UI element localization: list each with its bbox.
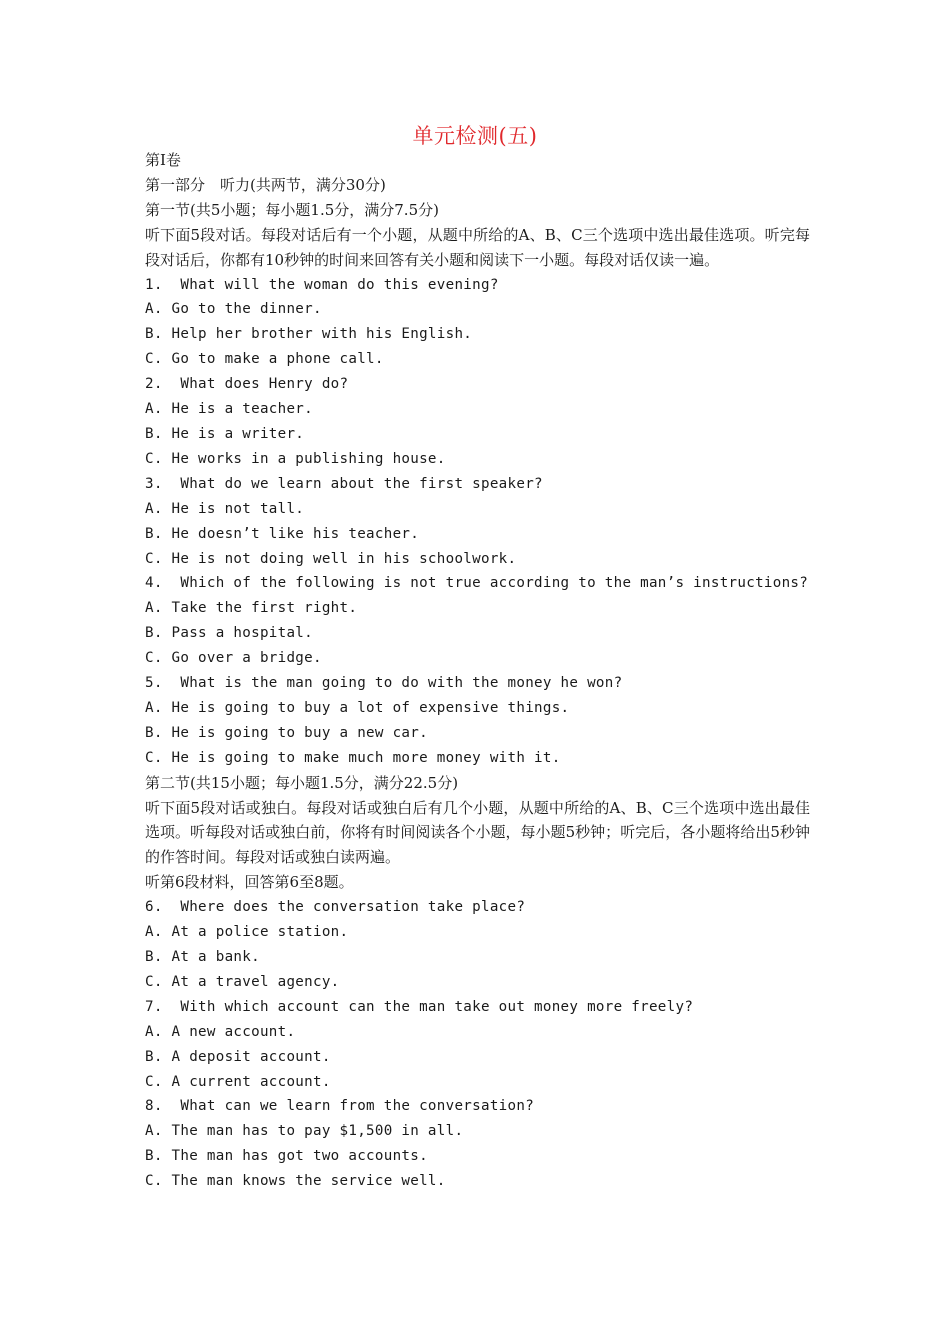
question-8: 8. What can we learn from the conversation? [145, 1098, 535, 1115]
question-4: 4. Which of the following is not true according to the man’s instructions? [145, 575, 809, 592]
section1-heading: 第一节(共5小题；每小题1.5分，满分7.5分) [145, 200, 439, 219]
section2-heading: 第二节(共15小题；每小题1.5分，满分22.5分) [145, 773, 459, 792]
q8-option-b: B. The man has got two accounts. [145, 1148, 428, 1165]
section2-instruction: 听下面5段对话或独白。每段对话或独白后有几个小题，从题中所给的A、B、C三个选项中选出最佳选项。听每段对话或独白前，你将有时间阅读各个小题，每小题5秒钟；听完后，各小题将给出5秒钟的作答时间。每段对话或独白读两遍。 [145, 798, 810, 867]
q1-option-a: A. Go to the dinner. [145, 301, 322, 318]
question-2: 2. What does Henry do? [145, 376, 349, 393]
q4-option-b: B. Pass a hospital. [145, 625, 313, 642]
material-6-label: 听第6段材料，回答第6至8题。 [145, 873, 354, 892]
section1-instruction: 听下面5段对话。每段对话后有一个小题，从题中所给的A、B、C三个选项中选出最佳选项。听完每段对话后，你都有10秒钟的时间来回答有关小题和阅读下一小题。每段对话仅读一遍。 [145, 225, 810, 269]
q2-option-b: B. He is a writer. [145, 425, 305, 442]
q5-option-a: A. He is going to buy a lot of expensive things. [145, 699, 570, 716]
page-title: 单元检测(五) [412, 124, 538, 148]
q7-option-a: A. A new account. [145, 1023, 296, 1040]
q2-option-c: C. He works in a publishing house. [145, 450, 446, 467]
question-7: 7. With which account can the man take out money more freely? [145, 998, 694, 1015]
q3-option-b: B. He doesn’t like his teacher. [145, 525, 420, 542]
q4-option-a: A. Take the first right. [145, 600, 358, 617]
volume-label: 第Ⅰ卷 [145, 151, 181, 169]
q8-option-a: A. The man has to pay $1,500 in all. [145, 1123, 464, 1140]
q8-option-c: C. The man knows the service well. [145, 1173, 446, 1190]
q6-option-a: A. At a police station. [145, 924, 349, 941]
section1-questions [145, 273, 810, 771]
document-body [145, 148, 810, 1194]
q5-option-c: C. He is going to make much more money with it. [145, 749, 561, 766]
question-6: 6. Where does the conversation take place? [145, 899, 526, 916]
part-heading: 第一部分 听力(共两节，满分30分) [145, 175, 386, 194]
question-5: 5. What is the man going to do with the money he won? [145, 675, 623, 692]
question-3: 3. What do we learn about the first speaker? [145, 475, 543, 492]
q1-option-b: B. Help her brother with his English. [145, 326, 473, 343]
q2-option-a: A. He is a teacher. [145, 401, 313, 418]
q7-option-c: C. A current account. [145, 1073, 331, 1090]
question-1: 1. What will the woman do this evening? [145, 276, 499, 293]
q5-option-b: B. He is going to buy a new car. [145, 724, 428, 741]
q3-option-c: C. He is not doing well in his schoolwork. [145, 550, 517, 567]
q1-option-c: C. Go to make a phone call. [145, 351, 384, 368]
q6-option-c: C. At a travel agency. [145, 973, 340, 990]
q6-option-b: B. At a bank. [145, 949, 260, 965]
section2-questions [145, 895, 810, 1194]
q4-option-c: C. Go over a bridge. [145, 650, 322, 667]
q3-option-a: A. He is not tall. [145, 500, 305, 517]
q7-option-b: B. A deposit account. [145, 1048, 331, 1065]
